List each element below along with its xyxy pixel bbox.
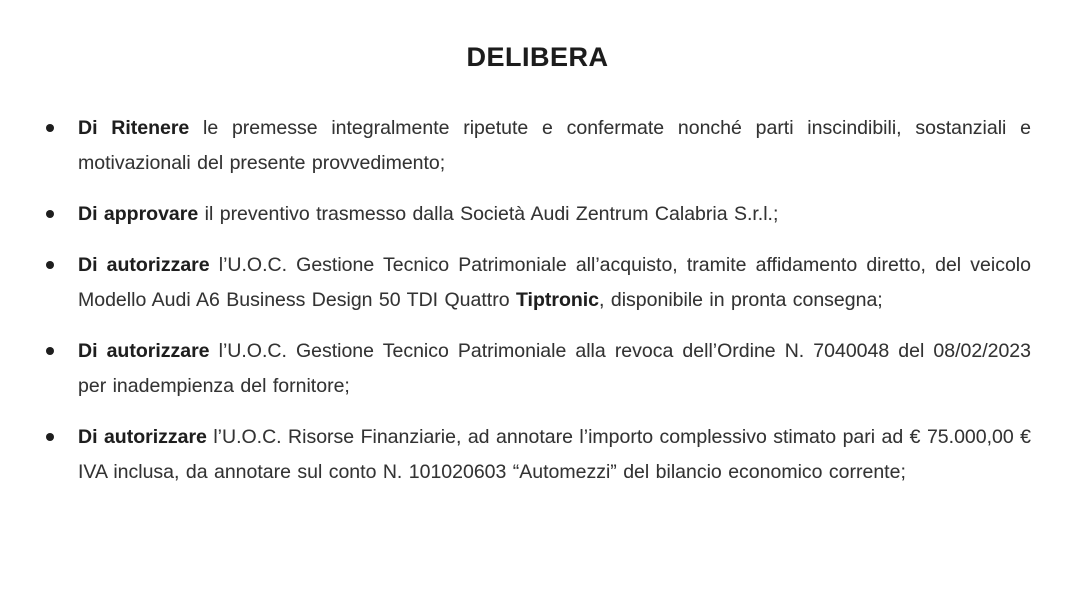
- bullet-item: [44, 248, 1031, 318]
- bullet-lead-text: Tiptronic: [515, 289, 600, 311]
- bullet-body-text: le premesse integralmente ripetute e confermate nonché parti inscindibili, sostanziali e motivazionali del presente provvedimento;: [78, 117, 1031, 174]
- bullet-marker-icon: [46, 210, 54, 218]
- bullet-item: [44, 111, 1031, 181]
- bullet-body-text: il preventivo trasmesso dalla Società Audi Zentrum Calabria S.r.l.;: [198, 203, 779, 225]
- bullet-marker-icon: [46, 124, 54, 132]
- bullet-marker-icon: [46, 261, 54, 269]
- bullet-text: [78, 334, 1031, 404]
- bullet-marker-icon: [46, 347, 54, 355]
- bullet-list: [44, 111, 1031, 490]
- bullet-marker-icon: [46, 433, 54, 441]
- bullet-item: [44, 197, 1031, 232]
- bullet-item: [44, 420, 1031, 490]
- bullet-text: [78, 111, 1031, 181]
- bullet-lead-text: Di autorizzare: [78, 340, 210, 362]
- bullet-body-text: l’U.O.C. Gestione Tecnico Patrimoniale all’acquisto, tramite affidamento diretto, del veicolo Modello Audi A6 Business Design 50 TDI Quattro: [78, 254, 1031, 311]
- bullet-body-text: , disponibile in pronta consegna;: [599, 289, 883, 311]
- bullet-item: [44, 334, 1031, 404]
- bullet-text: [78, 197, 1031, 232]
- bullet-text: [78, 420, 1031, 490]
- bullet-lead-text: Di Ritenere: [78, 117, 190, 139]
- bullet-body-text: l’U.O.C. Risorse Finanziarie, ad annotare l’importo complessivo stimato pari ad € 75.000,00 € IVA inclusa, da annotare sul conto N. 101020603 “Automezzi” del bilancio economico corrente;: [78, 426, 1031, 483]
- bullet-text: [78, 248, 1031, 318]
- bullet-body-text: l’U.O.C. Gestione Tecnico Patrimoniale alla revoca dell’Ordine N. 7040048 del 08/02/2023 per inadempienza del fornitore;: [78, 340, 1031, 397]
- document-title: DELIBERA: [466, 42, 609, 72]
- bullet-lead-text: Di autorizzare: [78, 426, 207, 448]
- bullet-lead-text: Di approvare: [78, 203, 199, 225]
- bullet-lead-text: Di autorizzare: [78, 254, 210, 276]
